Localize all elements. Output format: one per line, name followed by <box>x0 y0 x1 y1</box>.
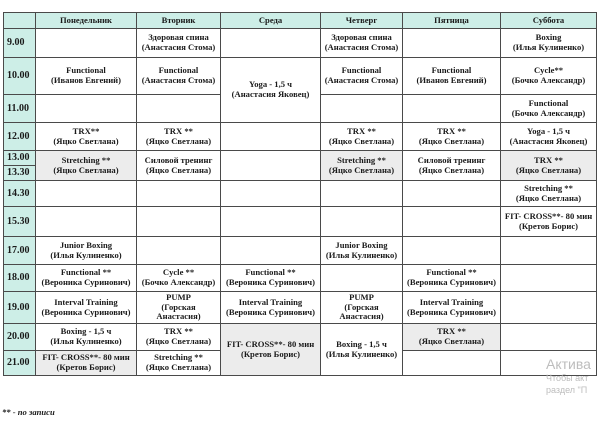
class-title: TRX ** <box>534 154 563 165</box>
class-cell <box>403 265 501 292</box>
class-title: TRX ** <box>164 326 193 337</box>
header-row <box>4 13 597 29</box>
class-cell <box>501 123 597 151</box>
class-trainer: (Яцко Светлана) <box>145 135 212 146</box>
class-title: PUMP <box>166 292 191 303</box>
class-title: Силовой тренинг <box>144 154 213 165</box>
class-cell <box>501 95 597 123</box>
empty-cell <box>221 29 321 58</box>
class-cell <box>501 29 597 58</box>
class-cell <box>501 207 597 237</box>
class-trainer: (Иванов Евгений) <box>50 75 121 85</box>
class-cell <box>36 351 137 376</box>
day-header: Вторник <box>137 13 221 29</box>
class-trainer: (Илья Кулиненко) <box>512 42 585 52</box>
class-title: Functional <box>66 65 106 76</box>
class-cell <box>321 151 403 181</box>
class-title: FIT- CROSS**- 80 мин <box>504 210 593 221</box>
class-title: Junior Boxing <box>335 239 388 250</box>
class-trainer: (Вероника Суринович) <box>41 277 131 287</box>
class-title: Functional ** <box>245 267 296 278</box>
class-trainer: (Бочко Александр) <box>511 107 586 118</box>
class-trainer: (Иванов Евгений) <box>416 75 487 85</box>
empty-cell <box>321 181 403 207</box>
time-cell: 14.30 <box>4 181 36 207</box>
class-cell <box>36 237 137 265</box>
empty-cell <box>221 123 321 151</box>
class-trainer: (Анастасия Стома) <box>324 42 399 52</box>
class-cell <box>221 58 321 123</box>
class-cell <box>321 58 403 95</box>
day-header: Четверг <box>321 13 403 29</box>
class-title: Functional ** <box>426 267 477 278</box>
empty-cell <box>36 29 137 58</box>
empty-cell <box>137 237 221 265</box>
class-cell <box>137 351 221 376</box>
class-cell <box>221 265 321 292</box>
time-cell: 17.00 <box>4 237 36 265</box>
class-title: Здоровая спина <box>148 32 209 43</box>
class-title: Junior Boxing <box>59 239 113 250</box>
empty-cell <box>221 207 321 237</box>
class-cell <box>36 265 137 292</box>
time-cell: 10.00 <box>4 58 36 95</box>
class-cell <box>137 324 221 351</box>
day-header: Пятница <box>403 13 501 29</box>
class-trainer: (Яцко Светлана) <box>53 164 119 175</box>
empty-cell <box>501 237 597 265</box>
watermark-line: Чтобы акт <box>546 373 589 383</box>
class-cell <box>36 151 137 181</box>
empty-cell <box>321 207 403 237</box>
class-trainer: (Яцко Светлана) <box>418 164 485 175</box>
class-cell <box>36 324 137 351</box>
class-title: FIT- CROSS**- 80 мин <box>226 338 315 349</box>
class-title: PUMP <box>349 292 374 303</box>
watermark-title: Актива <box>546 356 591 372</box>
class-trainer: (Горская <box>344 301 379 312</box>
time-cell: 11.00 <box>4 95 36 123</box>
time-cell: 19.00 <box>4 292 36 324</box>
corner-cell <box>4 13 36 29</box>
empty-cell <box>36 207 137 237</box>
class-cell <box>403 123 501 151</box>
empty-cell <box>321 265 403 292</box>
empty-cell <box>321 95 403 123</box>
class-title: Stretching ** <box>61 154 111 165</box>
time-cell: 18.00 <box>4 265 36 292</box>
class-cell <box>137 29 221 58</box>
empty-cell <box>501 265 597 292</box>
time-cell: 21.00 <box>4 351 36 376</box>
class-trainer: (Анастасия Стома) <box>141 42 216 52</box>
empty-cell <box>36 95 137 123</box>
class-title: Functional <box>431 65 472 76</box>
class-title: TRX ** <box>437 326 466 337</box>
time-cell: 15.30 <box>4 207 36 237</box>
class-cell <box>403 324 501 351</box>
empty-cell <box>403 237 501 265</box>
time-cell: 12.00 <box>4 123 36 151</box>
empty-cell <box>403 29 501 58</box>
class-title: TRX** <box>72 125 100 136</box>
class-title: Здоровая спина <box>331 32 392 43</box>
class-cell <box>36 292 137 324</box>
class-trainer: (Илья Кулиненко) <box>325 249 398 260</box>
class-trainer: Анастасия) <box>156 311 201 322</box>
class-title: Cycle** <box>533 65 564 76</box>
class-trainer: (Яцко Светлана) <box>145 362 212 372</box>
class-cell <box>321 29 403 58</box>
class-trainer: (Яцко Светлана) <box>145 336 212 346</box>
empty-cell <box>137 207 221 237</box>
class-cell <box>403 58 501 95</box>
class-trainer: (Яцко Светлана) <box>418 336 485 346</box>
empty-cell <box>221 151 321 181</box>
class-title: TRX ** <box>164 125 193 136</box>
class-cell <box>137 151 221 181</box>
class-cell <box>137 58 221 95</box>
class-title: Interval Training <box>238 296 303 307</box>
class-cell <box>321 324 403 376</box>
class-cell <box>137 265 221 292</box>
empty-cell <box>221 237 321 265</box>
class-trainer: (Бочко Александр) <box>141 277 216 287</box>
empty-cell <box>403 95 501 123</box>
class-title: Yoga - 1,5 ч <box>248 79 293 90</box>
empty-cell <box>137 181 221 207</box>
class-trainer: (Яцко Светлана) <box>145 164 212 175</box>
class-trainer: (Вероника Суринович) <box>406 306 496 317</box>
class-trainer: (Вероника Суринович) <box>225 277 315 287</box>
class-cell <box>36 123 137 151</box>
class-trainer: (Илья Кулиненко) <box>50 336 122 346</box>
class-trainer: (Яцко Светлана) <box>328 135 395 146</box>
class-cell <box>501 58 597 95</box>
empty-cell <box>137 95 221 123</box>
footnote: ** - по записи <box>2 407 55 417</box>
class-title: TRX ** <box>437 125 466 136</box>
class-trainer: (Яцко Светлана) <box>418 135 485 146</box>
watermark-line: раздел "П <box>546 385 588 395</box>
class-trainer: (Яцко Светлана) <box>328 164 395 175</box>
empty-cell <box>403 351 501 376</box>
class-title: Boxing - 1,5 ч <box>60 326 112 337</box>
empty-cell <box>403 207 501 237</box>
class-cell <box>137 123 221 151</box>
day-header: Среда <box>221 13 321 29</box>
class-title: Boxing <box>535 32 562 43</box>
class-cell <box>501 181 597 207</box>
class-trainer: (Илья Кулиненко) <box>50 249 122 260</box>
class-title: Stretching ** <box>524 182 573 193</box>
class-cell <box>321 237 403 265</box>
class-trainer: (Яцко Светлана) <box>53 135 119 146</box>
class-trainer: (Яцко Светлана) <box>515 192 582 203</box>
class-title: Yoga - 1,5 ч <box>526 125 571 136</box>
class-trainer: (Бочко Александр) <box>511 75 586 85</box>
time-cell: 13.00 <box>4 151 36 166</box>
class-title: FIT- CROSS**- 80 мин <box>42 352 130 363</box>
class-title: Interval Training <box>54 296 118 307</box>
class-trainer: (Яцко Светлана) <box>515 164 582 175</box>
time-cell: 13.30 <box>4 166 36 181</box>
day-header: Суббота <box>501 13 597 29</box>
class-trainer: (Вероника Суринович) <box>225 306 315 317</box>
class-trainer: (Вероника Суринович) <box>406 277 496 287</box>
class-title: TRX ** <box>347 125 376 136</box>
class-cell <box>321 123 403 151</box>
time-cell: 20.00 <box>4 324 36 351</box>
empty-cell <box>403 181 501 207</box>
class-title: Functional <box>341 65 382 76</box>
activation-watermark <box>546 356 600 396</box>
class-cell <box>221 324 321 376</box>
class-title: Functional <box>528 97 569 108</box>
class-cell <box>221 292 321 324</box>
class-cell <box>403 292 501 324</box>
class-title: Stretching ** <box>337 154 386 165</box>
class-title: Cycle ** <box>162 267 195 278</box>
class-title: Functional <box>158 65 199 76</box>
class-title: Functional ** <box>60 267 112 278</box>
empty-cell <box>501 292 597 324</box>
class-trainer: (Илья Кулиненко) <box>325 348 398 359</box>
class-trainer: (Анастасия Стома) <box>141 75 216 85</box>
class-title: Interval Training <box>419 296 484 307</box>
empty-cell <box>221 181 321 207</box>
empty-cell <box>501 324 597 351</box>
class-cell <box>36 58 137 95</box>
class-cell <box>137 292 221 324</box>
class-cell <box>321 292 403 324</box>
day-header: Понедельник <box>36 13 137 29</box>
empty-cell <box>36 181 137 207</box>
time-cell: 9.00 <box>4 29 36 58</box>
class-trainer: Анастасия) <box>339 311 384 322</box>
class-trainer: (Кретов Борис) <box>56 362 116 372</box>
class-trainer: (Кретов Борис) <box>518 220 579 231</box>
class-cell <box>403 151 501 181</box>
schedule-table <box>3 12 597 376</box>
class-title: Boxing - 1,5 ч <box>336 338 387 349</box>
class-cell <box>501 151 597 181</box>
class-trainer: (Горская <box>161 301 196 312</box>
class-trainer: (Вероника Суринович) <box>41 306 131 317</box>
class-trainer: (Анастасия Стома) <box>324 75 399 85</box>
class-title: Stretching ** <box>154 352 203 363</box>
class-trainer: (Анастасия Яковец) <box>509 135 588 146</box>
class-title: Силовой тренинг <box>417 154 486 165</box>
class-trainer: (Анастасия Яковец) <box>231 89 310 99</box>
class-trainer: (Кретов Борис) <box>240 348 301 359</box>
